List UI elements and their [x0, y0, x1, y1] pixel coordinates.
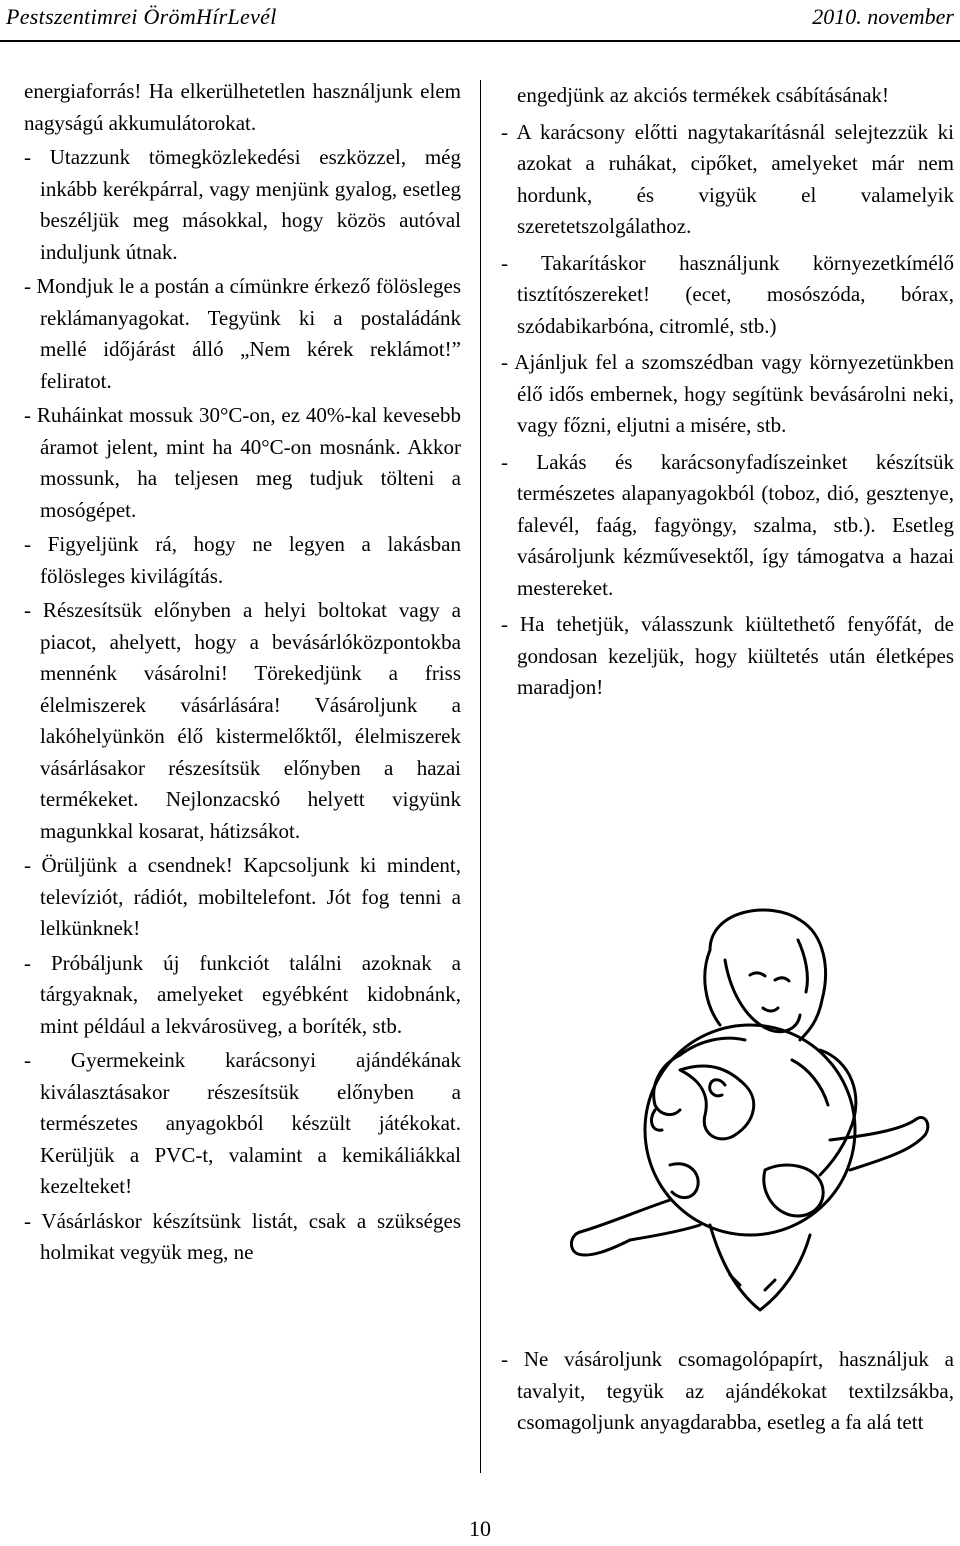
paragraph: engedjünk az akciós termékek csábításának!: [517, 83, 890, 107]
paragraph: - Ne vásároljunk csomagolópapírt, használjuk a tavalyit, tegyük az ajándékokat textilzsákba, csomagoljunk anyagdarabba, esetleg a fa alá tett: [501, 1347, 954, 1434]
paragraph: - Lakás és karácsonyfadíszeinket készítsük természetes alapanyagokból (toboz, dió, gesztenye, falevél, faág, fagyöngy, szalma, stb.). Esetleg vásároljunk kézművesektől, így támogatva a hazai mestereket.: [501, 449, 954, 600]
paragraph: - Vásárláskor készítsünk listát, csak a szükséges holmikat vegyük meg, ne: [24, 1208, 461, 1264]
paragraph: - Mondjuk le a postán a címünkre érkező fölösleges reklámanyagokat. Tegyünk ki a postaládánk mellé időjárást álló „Nem kérek reklámot!” feliratot.: [24, 274, 461, 393]
left-column: [24, 76, 461, 1272]
paragraph: - Próbáljunk új funkciót találni azoknak a tárgyaknak, amelyeket egyébként kidobnánk, mint például a lekvárosüveg, a boríték, stb.: [24, 950, 461, 1038]
paragraph: - Részesítsük előnyben a helyi boltokat vagy a piacot, ahelyett, hogy a bevásárlóközpontokba mennénk vásárolni! Törekedjünk a friss élelmiszerek vásárlására! Vásároljunk a lakóhelyünkön élő kistermelőktől, élelmiszerek vásárlásakor részesítsük előnyben a hazai termékeket. Nejlonzacskó helyett vigyünk magunkkal kosarat, hátizsákot.: [24, 598, 461, 843]
paragraph: - Ruháinkat mossuk 30°C-on, ez 40%-kal kevesebb áramot jelent, mint ha 40°C-on mosnánk. Akkor mossunk, ha teljesen meg tudjuk tölteni a mosógépet.: [24, 403, 461, 522]
right-column-continued: [501, 1344, 954, 1439]
paragraph: - Utazzunk tömegközlekedési eszközzel, még inkább kerékpárral, vagy menjünk gyalog, esetleg beszéljük meg másokkal, hogy közös autóval induljunk útnak.: [24, 145, 461, 264]
right-column: [501, 80, 954, 709]
page-header: [0, 0, 960, 42]
paragraph: - Takarításkor használjunk környezetkímélő tisztítószereket! (ecet, mosószóda, bórax, szódabikarbóna, citromlé, stb.): [501, 250, 954, 338]
page-number: 10: [469, 1516, 491, 1541]
paragraph: - A karácsony előtti nagytakarításnál selejtezzük ki azokat a ruhákat, cipőket, amelyeket már nem hordunk, és vigyük el valamelyik szeretetszolgálathoz.: [501, 119, 954, 238]
paragraph: - Ha tehetjük, válasszunk kiültethető fenyőfát, de gondosan kezeljük, hogy kiültetés után életképes maradjon!: [501, 612, 954, 699]
paragraph: - Ajánljuk fel a szomszédban vagy környezetünkben élő idős embernek, hogy segítünk bevásárolni neki, vagy főzni, eljutni a misére, stb.: [501, 350, 954, 437]
paragraph: - Figyeljünk rá, hogy ne legyen a lakásban fölösleges kivilágítás.: [24, 532, 461, 588]
paragraph: energiaforrás! Ha elkerülhetetlen használjunk elem nagyságú akkumulátorokat.: [24, 79, 461, 135]
paragraph: - Örüljünk a csendnek! Kapcsoljunk ki mindent, televíziót, rádiót, mobiltelefont. Jót fog tenni a lelkünknek!: [24, 853, 461, 940]
issue-date: 2010. november: [812, 4, 954, 29]
newsletter-title: Pestszentimrei ÖrömHírLevél: [6, 4, 277, 29]
paragraph: - Gyermekeink karácsonyi ajándékának kiválasztásakor részesítsük előnyben a természetes anyagokból készült játékokat. Kerüljük a PVC-t, valamint a kemikáliákkal kezelteket!: [24, 1048, 461, 1198]
girl-hugging-earth-illustration: [560, 880, 940, 1320]
column-divider: [480, 80, 481, 1473]
